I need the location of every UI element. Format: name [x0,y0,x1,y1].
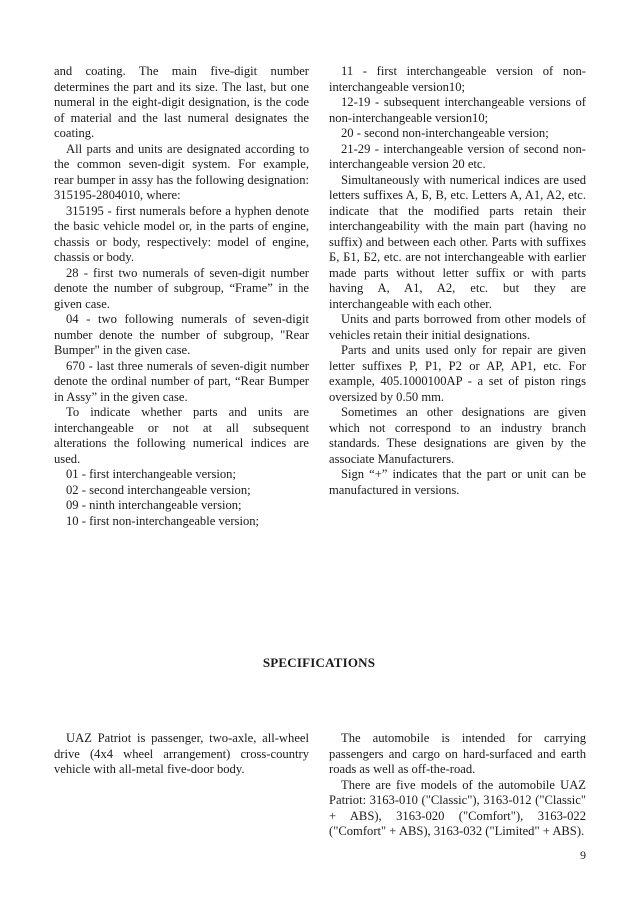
list-item: 20 - second non-interchangeable version; [341,126,549,140]
page-number: 9 [580,848,586,862]
paragraph: 315195 - first numerals before a hyphen denote the basic vehicle model or, in the parts of engine, chassis or body, respectively: model of engine, chassis or body. [54,203,309,264]
top-left-column [54,64,309,529]
list-item: 12-19 - subsequent interchangeable versions of non-interchangeable version10; [329,95,586,125]
paragraph: 670 - last three numerals of seven-digit number denote the ordinal number of part, “Rear Bumper in Assy” in the given case. [54,358,309,404]
paragraph: There are five models of the automobile UAZ Patriot: 3163-010 ("Classic"), 3163-012 ("Classic" + ABS), 3163-020 ("Comfort"), 3163-022 ("Comfort" + ABS), 3163-032 ("Limited" + ABS). [329,777,586,838]
list-item: 02 - second interchangeable version; [66,482,251,497]
paragraph: To indicate whether parts and units are interchangeable or not at all subsequent alterations the following numerical indices are used. [54,405,309,466]
section-heading: SPECIFICATIONS [262,655,376,670]
paragraph: All parts and units are designated according to the common seven-digit system. For example, rear bumper in assy has the following designation: 315195-2804010, where: [54,141,309,202]
bottom-left-column [54,731,309,778]
paragraph: Sometimes an other designations are given which not correspond to an industry branch standards. These designations are given by the associate Manufacturers. [329,405,586,466]
top-right-column [329,64,586,498]
list-item: 01 - first interchangeable version; [66,467,236,481]
paragraph: The automobile is intended for carrying passengers and cargo on hard-surfaced and earth roads as well as off-the-road. [329,731,586,776]
list-item: 09 - ninth interchangeable version; [66,498,242,512]
list-item: 11 - first interchangeable version of non-interchangeable version10; [329,64,586,94]
paragraph: UAZ Patriot is passenger, two-axle, all-wheel drive (4x4 wheel arrangement) cross-country vehicle with all-metal five-door body. [54,731,309,776]
paragraph: Parts and units used only for repair are given letter suffixes P, P1, P2 or AP, AP1, etc. For example, 405.1000100AP - a set of piston rings oversized by 0.50 mm. [329,343,586,404]
paragraph: Simultaneously with numerical indices are used letters suffixes A, Б, В, etc. Letters A, A1, A2, etc. indicate that the modified parts retain their interchangeability with the main part (having no suffix) and between each other. Parts with suffixes Б, Б1, Б2, etc. are not interchangeable with earlier made parts without letter suffix or with parts having A, A1, A2, etc. but they are interchangeable with each other. [329,172,586,311]
paragraph: Units and parts borrowed from other models of vehicles retain their initial designations. [329,312,586,342]
paragraph: Sign “+” indicates that the part or unit can be manufactured in versions. [329,467,586,497]
paragraph: 04 - two following numerals of seven-digit number denote the number of subgroup, "Rear Bumper" in the given case. [54,312,309,357]
list-item: 21-29 - interchangeable version of second non-interchangeable version 20 etc. [329,141,586,171]
paragraph: and coating. The main five-digit number determines the part and its size. The last, but one numeral in the eight-digit designation, is the code of material and the last numeral designates the coating. [54,64,309,140]
paragraph: 28 - first two numerals of seven-digit number denote the number of subgroup, “Frame” in the given case. [54,265,309,311]
bottom-right-column [329,731,586,840]
list-item: 10 - first non-interchangeable version; [66,513,260,528]
